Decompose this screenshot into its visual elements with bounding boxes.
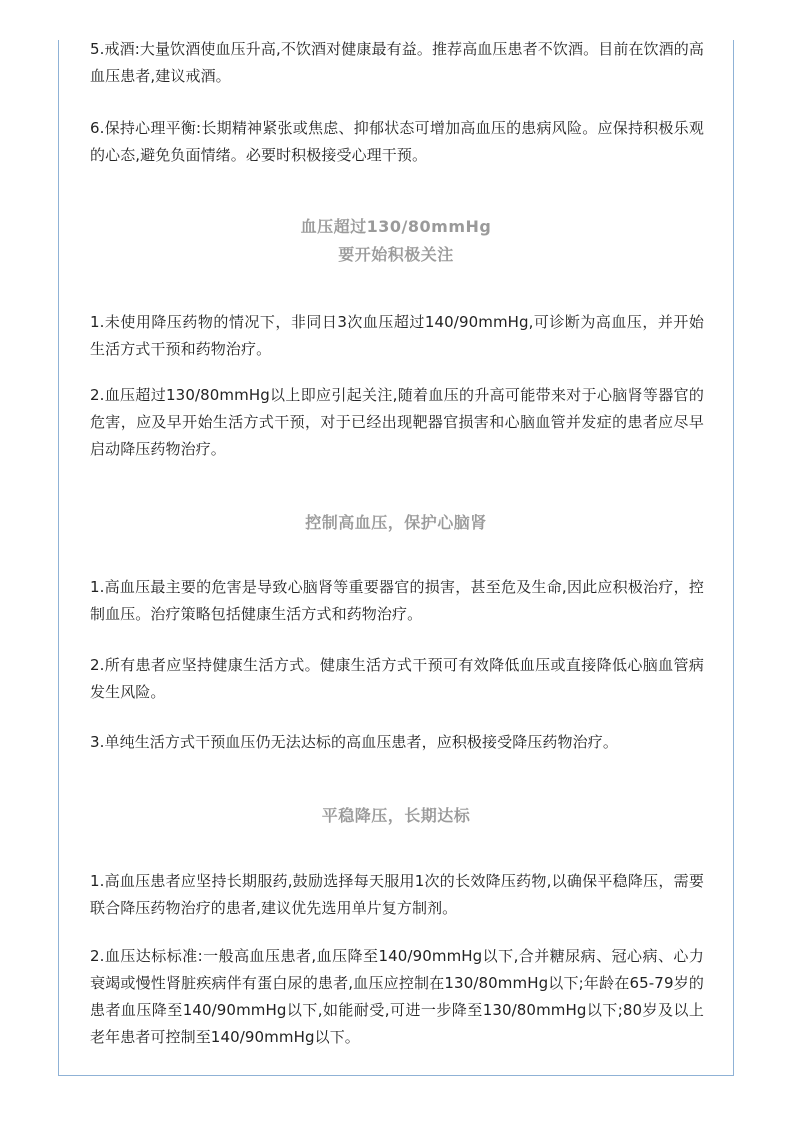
section-heading-control-bp <box>58 509 734 537</box>
section-heading-steady <box>58 802 734 830</box>
paragraph-quit-drinking: 5.戒酒:大量饮酒使血压升高,不饮酒对健康最有益。推荐高血压患者不饮酒。目前在饮酒的高血压患者,建议戒酒。 <box>90 40 704 85</box>
paragraph-harm: 1.高血压最主要的危害是导致心脑肾等重要器官的损害，甚至危及生命,因此应积极治疗，控制血压。治疗策略包括健康生活方式和药物治疗。 <box>90 578 704 623</box>
paragraph-lifestyle: 2.所有患者应坚持健康生活方式。健康生活方式干预可有效降低血压或直接降低心脑血管病发生风险。 <box>90 656 704 701</box>
paragraph-mental-balance: 6.保持心理平衡:长期精神紧张或焦虑、抑郁状态可增加高血压的患病风险。应保持积极乐观的心态,避免负面情绪。必要时积极接受心理干预。 <box>90 119 704 164</box>
section-heading-line-1: 血压超过130/80mmHg <box>300 217 492 236</box>
paragraph-medication: 3.单纯生活方式干预血压仍无法达标的高血压患者，应积极接受降压药物治疗。 <box>90 733 618 751</box>
paragraph-diagnosis: 1.未使用降压药物的情况下，非同日3次血压超过140/90mmHg,可诊断为高血压，并开始生活方式干预和药物治疗。 <box>90 313 704 358</box>
section-heading-bp-over-130 <box>58 213 734 269</box>
section-heading-line-2: 要开始积极关注 <box>338 245 454 264</box>
paragraph-long-term: 1.高血压患者应坚持长期服药,鼓励选择每天服用1次的长效降压药物,以确保平稳降压，需要联合降压药物治疗的患者,建议优先选用单片复方制剂。 <box>90 872 704 917</box>
section-heading-text: 平稳降压，长期达标 <box>321 806 471 825</box>
paragraph-attention: 2.血压超过130/80mmHg以上即应引起关注,随着血压的升高可能带来对于心脑肾等器官的危害，应及早开始生活方式干预，对于已经出现靶器官损害和心脑血管并发症的患者应尽早启动降压药物治疗。 <box>90 386 704 458</box>
paragraph-targets: 2.血压达标标准:一般高血压患者,血压降至140/90mmHg以下,合并糖尿病、冠心病、心力衰竭或慢性肾脏疾病伴有蛋白尿的患者,血压应控制在130/80mmHg以下;年龄在65-79岁的患者血压降至140/90mmHg以下,如能耐受,可进一步降至130/80mmHg以下;80岁及以上老年患者可控制至140/90mmHg以下。 <box>90 947 704 1046</box>
section-heading-text: 控制高血压，保护心脑肾 <box>305 513 487 532</box>
